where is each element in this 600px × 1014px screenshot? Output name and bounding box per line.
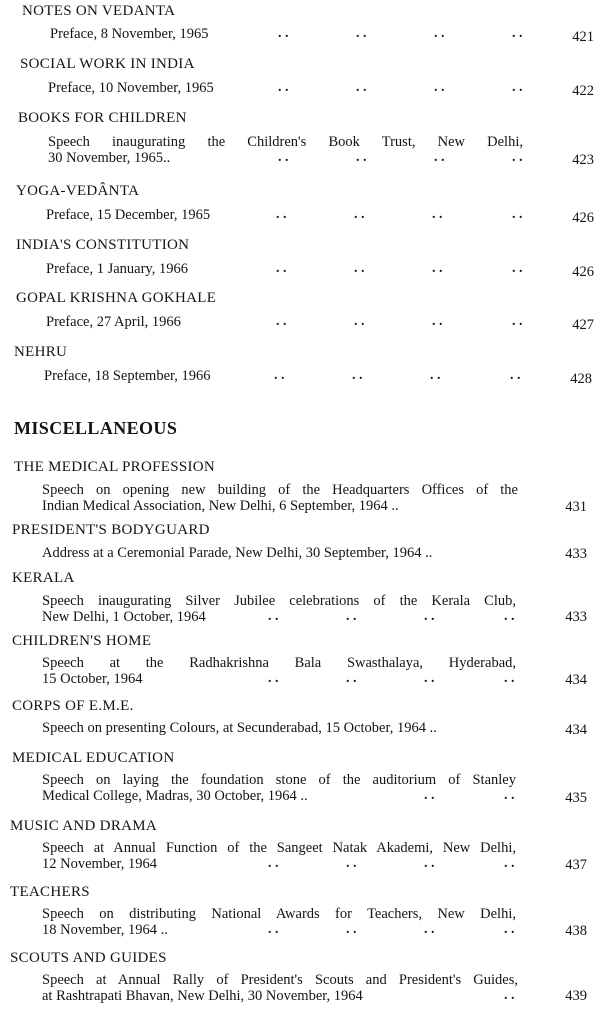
entry-heading: TEACHERS	[10, 884, 90, 900]
page-number: 421	[572, 29, 594, 45]
entry-heading: CHILDREN'S HOME	[12, 633, 152, 649]
entry-description: Preface, 10 November, 1965	[48, 80, 214, 96]
entry-description: Preface, 27 April, 1966	[46, 314, 181, 330]
page-number: 426	[572, 264, 594, 280]
page-number: 439	[565, 988, 587, 1004]
entry-description: Speech on opening new building of the Headquarters Offices of the Indian Medical Association, New Delhi, 6 September, 1964 ..	[42, 482, 518, 514]
entry-heading: BOOKS FOR CHILDREN	[18, 110, 187, 126]
entry-heading: YOGA-VEDÂNTA	[16, 183, 140, 199]
entry-heading: CORPS OF E.M.E.	[12, 698, 134, 714]
entry-heading: INDIA'S CONSTITUTION	[16, 237, 190, 253]
entry-heading: SOCIAL WORK IN INDIA	[20, 56, 195, 72]
page-number: 422	[572, 83, 594, 99]
page-number: 426	[572, 210, 594, 226]
page-number: 433	[565, 546, 587, 562]
entry-description: Preface, 18 September, 1966	[44, 368, 211, 384]
entry-heading: GOPAL KRISHNA GOKHALE	[16, 290, 217, 306]
entry-description: Preface, 1 January, 1966	[46, 261, 188, 277]
page-number: 434	[565, 722, 587, 738]
entry-description: Speech inaugurating the Children's Book Trust, New Delhi, 30 November, 1965..	[48, 134, 523, 166]
page-number: 433	[565, 609, 587, 625]
contents-page: NOTES ON VEDANTA Preface, 8 November, 1965 . . . . . . . . 421 SOCIAL WORK IN INDIA Preface, 10 November, 1965 . . . . . . . . 422 BOOKS FOR CHILDREN Speech inaugurating the Children's Book Trust, New Delhi, 30 November, 1965.. . . . . . . . . 423 YOGA-VEDÂNTA Preface, 15 December, 1965 . . . . . . . . 426 INDIA'S CONSTITUTION Preface, 1 January, 1966 . . . . . . . . 426 GOPAL KRISHNA GOKHALE Preface, 27 April, 1966 . . . . . . . . 427 NEHRU Preface, 18 September, 1966 . . . . . . . . 428 MISCELLANEOUS THE MEDICAL PROFESSION Speech on opening new building of the Headquarters Offices of the Indian Medical Association, New Delhi, 6 September, 1964 .. 431 PRESIDENT'S BODYGUARD Address at a Ceremonial Parade, New Delhi, 30 September, 1964 .. 433 KERALA Speech inaugurating Silver Jubilee celebrations of the Kerala Club, New Delhi, 1 October, 1964 . . . . . . . . 433 CHILDREN'S HOME Speech at the Radhakrishna Bala Swasthalaya, Hyderabad, 15 October, 1964 . . . . . . . . 434 CORPS OF E.M.E. Speech on presenting Colours, at Secunderabad, 15 October, 1964 .. 434 MEDICAL EDUCATION Speech on laying the foundation stone of the auditorium of Stanley Medical College, Madras, 30 October, 1964 .. . . . . 435 MUSIC AND DRAMA Speech at Annual Function of the Sangeet Natak Akademi, New Delhi, 12 November, 1964 . . . . . . . . 437 TEACHERS Speech on distributing National Awards for Teachers, New Delhi, 18 November, 1964 .. . . . . . . . . 438 SCOUTS AND GUIDES Speech at Annual Rally of President's Scouts and President's Guides, at Rashtrapati Bhavan, New Delhi, 30 November, 1964 . . 439	[10, 3, 594, 1004]
entry-description: Speech at Annual Function of the Sangeet Natak Akademi, New Delhi, 12 November, 1964	[42, 840, 516, 872]
page-number: 423	[572, 152, 594, 168]
entry-description: Preface, 8 November, 1965	[50, 26, 209, 42]
page-number: 428	[570, 371, 592, 387]
entry-heading: PRESIDENT'S BODYGUARD	[12, 522, 210, 538]
entry-description: Address at a Ceremonial Parade, New Delhi, 30 September, 1964 ..	[42, 545, 433, 561]
section-title: MISCELLANEOUS	[14, 418, 178, 438]
page-number: 438	[565, 923, 587, 939]
entry-heading: MUSIC AND DRAMA	[10, 818, 158, 834]
entry-description: Speech on distributing National Awards for Teachers, New Delhi, 18 November, 1964 ..	[42, 906, 516, 938]
entry-heading: MEDICAL EDUCATION	[12, 750, 175, 766]
entry-heading: THE MEDICAL PROFESSION	[14, 459, 216, 475]
entry-description: Speech at Annual Rally of President's Scouts and President's Guides, at Rashtrapati Bhavan, New Delhi, 30 November, 1964	[42, 972, 518, 1004]
entry-description: Speech on presenting Colours, at Secunderabad, 15 October, 1964 ..	[42, 720, 437, 736]
page-number: 435	[565, 790, 587, 806]
entry-heading: NEHRU	[14, 344, 68, 360]
entry-heading: KERALA	[12, 570, 75, 586]
entry-heading: SCOUTS AND GUIDES	[10, 950, 167, 966]
page-number: 434	[565, 672, 587, 688]
entry-description: Speech at the Radhakrishna Bala Swasthalaya, Hyderabad, 15 October, 1964	[42, 655, 516, 687]
entry-description: Speech on laying the foundation stone of the auditorium of Stanley Medical College, Madras, 30 October, 1964 ..	[42, 772, 516, 804]
entry-heading: NOTES ON VEDANTA	[22, 3, 176, 19]
page-number: 437	[565, 857, 587, 873]
page-number: 427	[572, 317, 594, 333]
page-number: 431	[565, 499, 587, 515]
entry-description: Preface, 15 December, 1965	[46, 207, 211, 223]
entry-description: Speech inaugurating Silver Jubilee celebrations of the Kerala Club, New Delhi, 1 October, 1964	[42, 593, 516, 625]
